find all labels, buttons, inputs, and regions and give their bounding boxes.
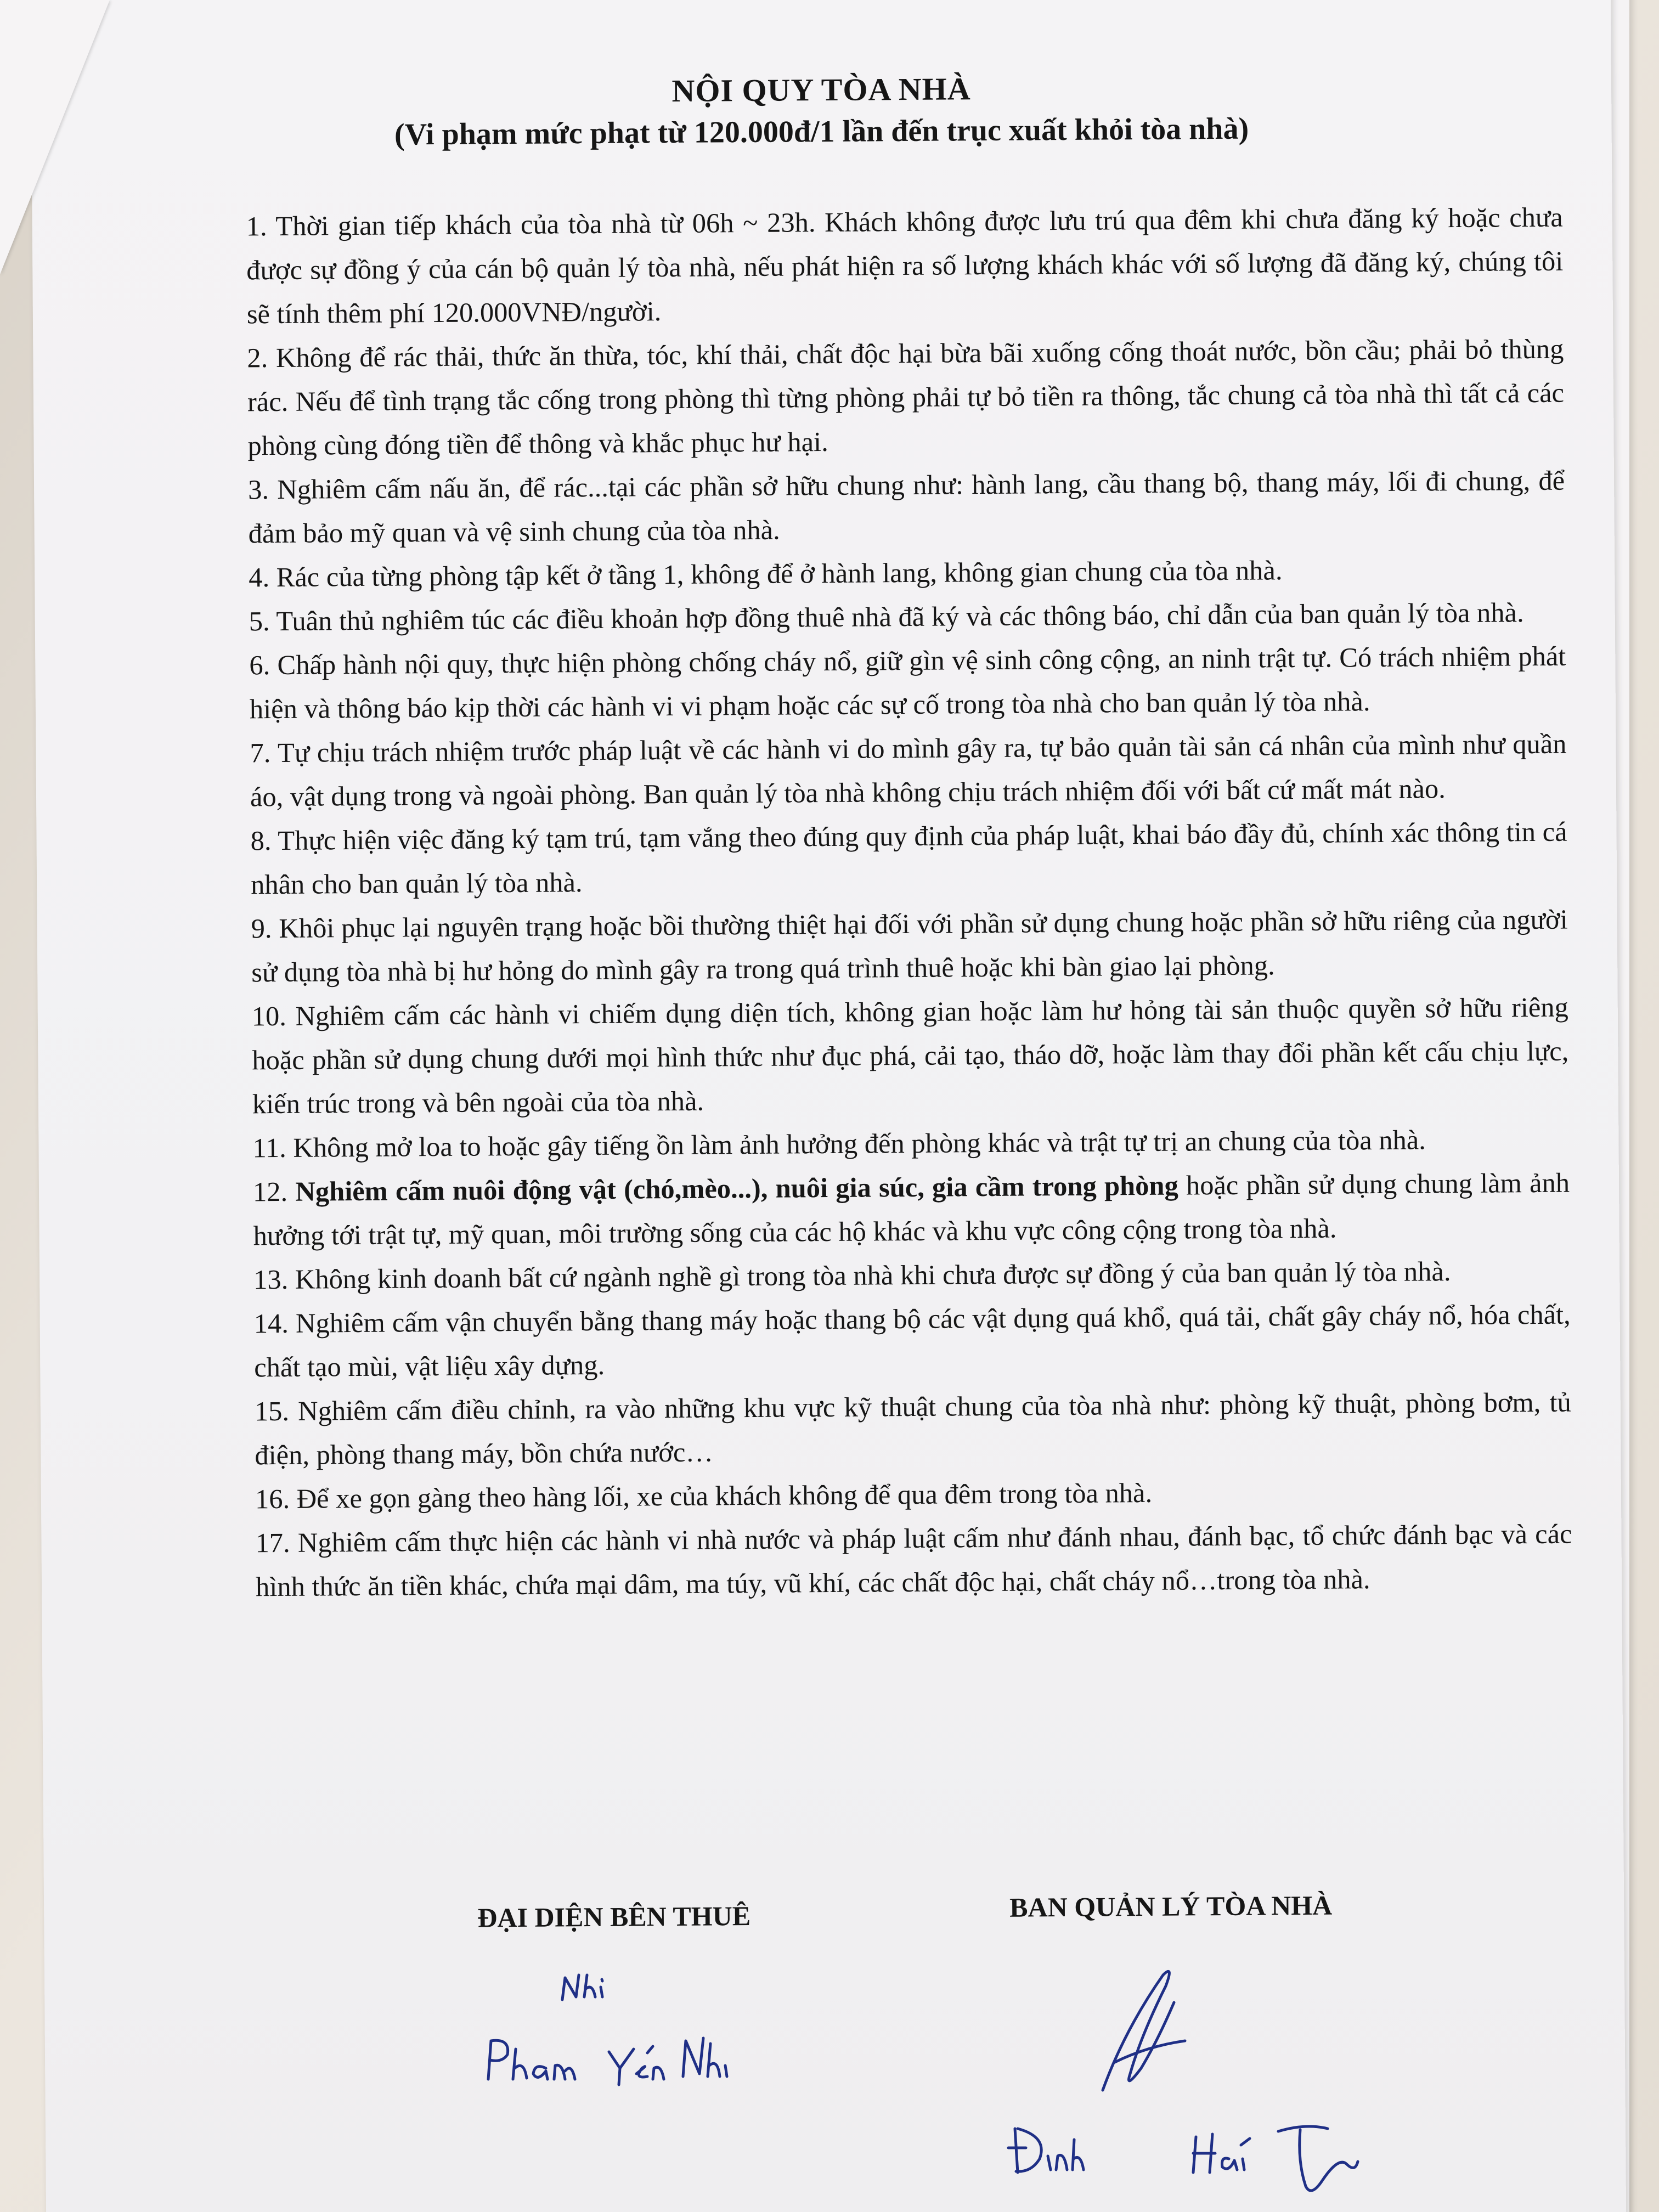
rule-item: 9. Khôi phục lại nguyên trạng hoặc bồi thường thiệt hại đối với phần sử dụng chung hoặc phần sở hữu riêng của người sử dụng tòa nhà bị hư hỏng do mình gây ra trong quá trình thuê hoặc khi bàn giao lại phòng. <box>251 904 1568 988</box>
rule-item: 7. Tự chịu trách nhiệm trước pháp luật về các hành vi do mình gây ra, tự bảo quản tài sản cá nhân của mình như quần áo, vật dụng trong và ngoài phòng. Ban quản lý tòa nhà không chịu trách nhiệm đối với bất cứ mất mát nào. <box>250 728 1567 812</box>
rule-item: 14. Nghiêm cấm vận chuyển bằng thang máy hoặc thang bộ các vật dụng quá khổ, quá tải, chất gây cháy nổ, hóa chất, chất tạo mùi, vật liệu xây dựng. <box>253 1299 1571 1383</box>
rule-item: 11. Không mở loa to hoặc gây tiếng ồn làm ảnh hưởng đến phòng khác và trật tự trị an chung của tòa nhà. <box>252 1124 1426 1164</box>
tenant-signature-label: ĐẠI DIỆN BÊN THUÊ <box>477 1900 751 1933</box>
rule-12-rest-text: hoặc phần sử dụng chung làm ảnh hưởng tới trật tự, mỹ quan, môi trường sống của các hộ khác và khu vực công cộng trong tòa nhà. <box>253 1167 1570 1251</box>
rule-item: 1. Thời gian tiếp khách của tòa nhà từ 06h ~ 23h. Khách không được lưu trú qua đêm khi chưa đăng ký hoặc chưa được sự đồng ý của cán bộ quản lý tòa nhà, nếu phát hiện ra số lượng khách khác với số lượng đã đăng ký, chúng tôi sẽ tính thêm phí 120.000VNĐ/người. <box>246 201 1564 330</box>
rule-item: 16. Để xe gọn gàng theo hàng lối, xe của khách không để qua đêm trong tòa nhà. <box>255 1477 1153 1515</box>
rule-item: 5. Tuân thủ nghiêm túc các điều khoản hợp đồng thuê nhà đã ký và các thông báo, chỉ dẫn của ban quản lý tòa nhà. <box>249 597 1524 637</box>
rule-12-number: 12. <box>252 1176 296 1207</box>
rule-item: 10. Nghiêm cấm các hành vi chiếm dụng diện tích, không gian hoặc làm hư hỏng tài sản thuộc quyền sở hữu riêng hoặc phần sử dụng chung dưới mọi hình thức như đục phá, cải tạo, tháo dỡ, hoặc làm thay đổi phần kết cấu chịu lực, kiến trúc trong và bên ngoài của tòa nhà. <box>251 991 1569 1120</box>
rule-item: 13. Không kinh doanh bất cứ ngành nghề gì trong tòa nhà khi chưa được sự đồng ý của ban quản lý tòa nhà. <box>253 1256 1451 1295</box>
rules-list <box>246 195 1572 1609</box>
rule-item: 17. Nghiêm cấm thực hiện các hành vi nhà nước và pháp luật cấm như đánh nhau, đánh bạc, tổ chức đánh bạc và các hình thức ăn tiền khác, chứa mại dâm, ma túy, vũ khí, các chất độc hại, chất cháy nổ…trong tòa nhà. <box>255 1518 1572 1602</box>
document-title: NỘI QUY TÒA NHÀ <box>672 71 971 109</box>
rule-item-12 <box>253 1161 1570 1258</box>
rule-item: 15. Nghiêm cấm điều chỉnh, ra vào những khu vực kỹ thuật chung của tòa nhà như: phòng kỹ thuật, phòng bơm, tủ điện, phòng thang máy, bồn chứa nước… <box>254 1386 1571 1471</box>
rule-item: 2. Không để rác thải, thức ăn thừa, tóc, khí thải, chất độc hại bừa bãi xuống cống thoát nước, bồn cầu; phải bỏ thùng rác. Nếu để tình trạng tắc cống trong phòng thì từng phòng phải tự bỏ tiền ra thông, tắc chung cả tòa nhà thì tất cả các phòng cùng đóng tiền để thông và khắc phục hư hại. <box>247 333 1565 461</box>
folded-corner <box>0 0 110 274</box>
rule-12-bold-text: Nghiêm cấm nuôi động vật (chó,mèo...), nuôi gia súc, gia cầm trong phòng <box>295 1170 1178 1207</box>
manager-signature-label: BAN QUẢN LÝ TÒA NHÀ <box>1009 1889 1333 1923</box>
document-page <box>31 0 1626 2212</box>
rule-item: 4. Rác của từng phòng tập kết ở tầng 1, không để ở hành lang, không gian chung của tòa nhà. <box>249 555 1283 593</box>
rule-item: 8. Thực hiện việc đăng ký tạm trú, tạm vắng theo đúng quy định của pháp luật, khai báo đầy đủ, chính xác thông tin cá nhân cho ban quản lý tòa nhà. <box>250 816 1567 900</box>
rule-item: 3. Nghiêm cấm nấu ăn, để rác...tại các phần sở hữu chung như: hành lang, cầu thang bộ, thang máy, lối đi chung, để đảm bảo mỹ quan và vệ sinh chung của tòa nhà. <box>247 465 1565 549</box>
rule-item: 6. Chấp hành nội quy, thực hiện phòng chống cháy nổ, giữ gìn vệ sinh công cộng, an ninh trật tự. Có trách nhiệm phát hiện và thông báo kịp thời các hành vi vi phạm hoặc các sự cố trong tòa nhà cho ban quản lý tòa nhà. <box>249 640 1566 725</box>
document-subtitle: (Vi phạm mức phạt từ 120.000đ/1 lần đến trục xuất khỏi tòa nhà) <box>394 111 1249 152</box>
